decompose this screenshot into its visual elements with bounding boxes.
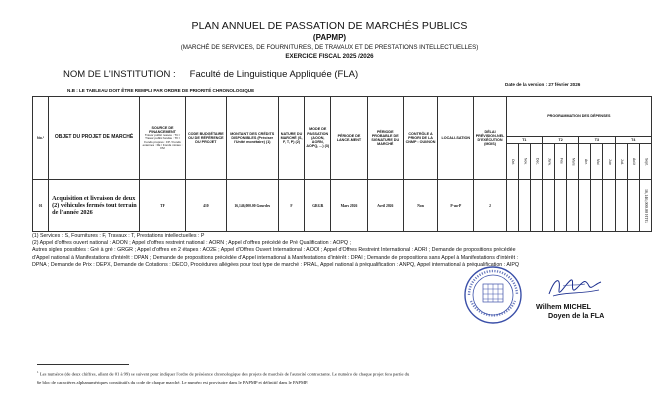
services-line: (MARCHÉ DE SERVICES, DE FOURNITURES, DE TRAVAUX ET DE PRESTATIONS INTELLECTUELLES) xyxy=(180,44,479,51)
institution-name: Faculté de Linguistique Appliquée (FLA) xyxy=(189,69,359,80)
cell-mode: GRGR xyxy=(305,180,331,232)
cell-month xyxy=(627,180,639,232)
cell-month xyxy=(579,180,591,232)
header-month: Nov. xyxy=(518,144,530,180)
header-nature: NATURE DU MARCHÉ (S, F, T, P) (2) xyxy=(278,97,304,180)
cell-month xyxy=(555,180,567,232)
cell-month-amount: 16,146,000.00 HTG xyxy=(639,180,651,232)
nb-note: N.B : LE TABLEAU DOIT ÊTRE REMPLI PAR ORDRE DE PRIORITÉ CHRONOLOGIQUE xyxy=(67,88,255,93)
header-month: Juin xyxy=(603,144,615,180)
cell-objet: Acquisition et livraison de deux (2) véhicules fermés tout terrain de l'année 2026 xyxy=(49,180,140,232)
header-montant: MONTANT DES CRÉDITS DISPONIBLES (Préciser l'Unité monétaire) (1) xyxy=(226,97,278,180)
header-month: Août xyxy=(627,144,639,180)
header-programmation: PROGRAMMATION DES DÉPENSES xyxy=(506,97,651,137)
footnote-line xyxy=(37,368,627,379)
header-month: Juil. xyxy=(615,144,627,180)
cell-month xyxy=(603,180,615,232)
cell-month xyxy=(567,180,579,232)
cell-montant: 16,146,000.00 Gourdes xyxy=(226,180,278,232)
footnote-text: bloc de caractères alphanumériques constitutifs du code de chaque marché. Le numéro est provisoire dans le PAPMP et définitif dans le PAPMP. xyxy=(42,379,309,385)
header-quarter: T3 xyxy=(579,137,615,144)
cell-nature: F xyxy=(278,180,304,232)
header-month: Oct. xyxy=(506,144,518,180)
footnote xyxy=(37,368,627,387)
header-quarter: T4 xyxy=(615,137,651,144)
cell-delai: 2 xyxy=(474,180,506,232)
header-periode-signature: PÉRIODE PROBABLE DE SIGNATURE DU MARCHÉ xyxy=(367,97,403,180)
institution-line xyxy=(63,69,358,80)
cell-periode-signature: Avril 2026 xyxy=(367,180,403,232)
cell-month xyxy=(506,180,518,232)
header-objet: OBJET DU PROJET DE MARCHÉ xyxy=(49,97,140,180)
header-month: Mars xyxy=(567,144,579,180)
header-month: Déc. xyxy=(530,144,542,180)
cell-month xyxy=(542,180,554,232)
header-month: Mai xyxy=(591,144,603,180)
legend-notes xyxy=(32,233,622,269)
document-acronym: (PAPMP) xyxy=(312,33,347,42)
cell-periode: Mars 2026 xyxy=(331,180,367,232)
header-month: Fév. xyxy=(555,144,567,180)
footnote-divider xyxy=(37,364,129,365)
header-periode: PÉRIODE DE LANCE-MENT xyxy=(331,97,367,180)
cell-month xyxy=(591,180,603,232)
footnote-marker: 1 xyxy=(37,370,39,374)
header-controle: CONTRÔLE A PRIORI DE LA CNMP : OUI/NON xyxy=(403,97,437,180)
cell-controle: Non xyxy=(403,180,437,232)
signatory-title: Doyen de la FLA xyxy=(548,311,605,320)
footnote-line xyxy=(37,379,627,387)
header-no: No.¹ xyxy=(33,97,49,180)
header-localisation: LOCALI-SATION xyxy=(438,97,474,180)
footnote-block-marker: 6e xyxy=(37,379,42,385)
fiscal-exercise: EXERCICE FISCAL 2025 /2026 xyxy=(285,53,374,60)
cell-month xyxy=(530,180,542,232)
header-quarter: T2 xyxy=(542,137,578,144)
header-source-note: Trésor public ressou : TC / Trésor public fondsu : TF / Fonds propres : FP / Fonds externes : FE / Fonds mixtes : FM xyxy=(142,133,183,151)
cell-localisation: P-au-P xyxy=(438,180,474,232)
cell-month xyxy=(615,180,627,232)
header-quarter: T1 xyxy=(506,137,542,144)
header-month: Sept. xyxy=(639,144,651,180)
header-month: Avr. xyxy=(579,144,591,180)
note-line: (2) Appel d'offres ouvert national : AOON ; Appel d'offres restreint national : AORN ; Appel d'offres précédé de Pré Qualification : AOPQ ; xyxy=(32,240,351,247)
cell-no: 01 xyxy=(33,180,49,232)
note-line: d'Appel national à Manifestations d'intérêt : DPAN ; Demande de propositions précédée d'Appel international à Manifestations d'intérêt : DPAI ; Demande de propositions sans Appel à Manifestations d'intérêt : xyxy=(32,254,518,261)
header-code: CODE BUDGÉTAIRE OU DE RÉFÉRENCE DU PROJET xyxy=(186,97,226,180)
note-line: Autres sigles possibles : Gré à gré : GRGR ; Appel d'offres en 2 étapes : AO2E ; Appel d'Offres Ouvert International : AOOI ; Appel d'Offres Restreint International : AORI ; Demande de propositions précédée xyxy=(32,247,516,254)
table-header-row xyxy=(33,97,652,137)
footnote-text: Les numéros (de deux chiffres, allant de 01 à 99) se suivent pour indiquer l'ordre de préséance chronologique des projets de marchés de l'autorité contractante. Le numéro de chaque projet fera partie du xyxy=(39,371,410,377)
signature-scribble xyxy=(545,272,603,302)
cell-source: TF xyxy=(139,180,185,232)
cell-code: 410 xyxy=(186,180,226,232)
note-line: DPNA ; Demande de Prix : DEPX, Demande de Cotations : DECO, Procédures allégées pour tout type de marché : PRAL, Appel national à préqualification : ANPQ, Appel international à préqualification : AIPQ xyxy=(32,261,519,268)
header-source-label: SOURCE DE FINANCEMENT xyxy=(149,125,176,134)
procurement-table xyxy=(32,96,652,232)
signatory-name: Wilhem MICHEL xyxy=(536,302,592,311)
header-source xyxy=(139,97,185,180)
header-mode: MODE DE PASSATION (AOON, AORN, AOPQ, ...) (3) xyxy=(305,97,331,180)
cell-month xyxy=(518,180,530,232)
institution-label: NOM DE L'INSTITUTION : xyxy=(63,69,176,80)
version-date: Date de la version : 27 février 2026 xyxy=(505,82,581,87)
official-stamp xyxy=(463,265,523,325)
note-line: (1) Services : S, Fournitures : F, Travaux : T, Prestations intellectuelles : P xyxy=(32,233,205,239)
table-row xyxy=(33,180,652,232)
header-month: Janv. xyxy=(542,144,554,180)
document-title: PLAN ANNUEL DE PASSATION DE MARCHÉS PUBLICS xyxy=(191,20,468,32)
header-delai: DÉLAI PRÉVISION-NEL D'EXÉCUTION (MOIS) xyxy=(474,97,506,180)
